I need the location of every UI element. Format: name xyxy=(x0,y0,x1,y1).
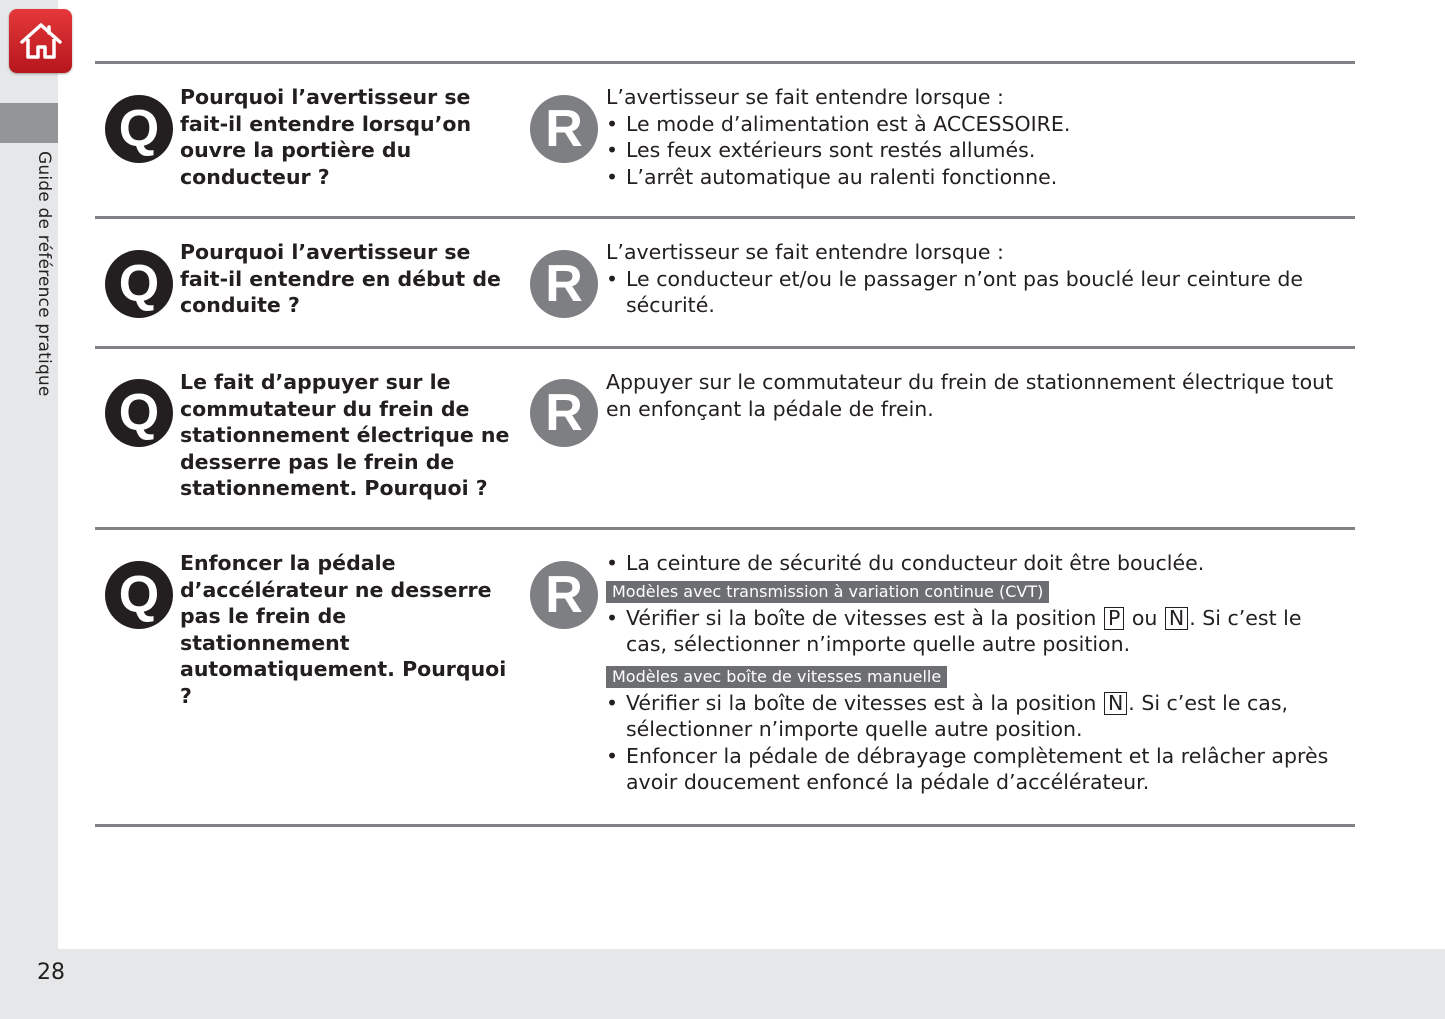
answer-bullet: • La ceinture de sécurité du conducteur doit être bouclée. xyxy=(606,550,1341,577)
answer-bullet xyxy=(606,605,1341,658)
bullet-text: Vérifier si la boîte de vitesses est à la position xyxy=(626,690,1103,715)
gear-key-p: P xyxy=(1104,607,1124,630)
answer-text: Appuyer sur le commutateur du frein de stationnement électrique tout en enfonçant la pédale de frein. xyxy=(606,370,1334,421)
home-button[interactable] xyxy=(9,9,72,73)
question-badge: Q xyxy=(105,561,173,629)
answer-bullet: • Le mode d’alimentation est à ACCESSOIRE. xyxy=(606,111,1341,138)
answer-bullet: • L’arrêt automatique au ralenti fonctionne. xyxy=(606,164,1341,191)
model-tag-manual: Modèles avec boîte de vitesses manuelle xyxy=(606,666,947,688)
gear-key-n: N xyxy=(1104,692,1127,715)
footer-bar xyxy=(0,949,1445,1019)
question-badge: Q xyxy=(105,95,173,163)
question-text: Enfoncer la pédale d’accélérateur ne desserre pas le frein de stationnement automatiquement. Pourquoi ? xyxy=(180,551,507,708)
bullet-text: . Si c’est le cas, sélectionner n’importe quelle autre position. xyxy=(626,605,1302,656)
model-tag-cvt: Modèles avec transmission à variation continue (CVT) xyxy=(606,581,1049,603)
divider-line xyxy=(95,346,1355,349)
answer-bullet: • Les feux extérieurs sont restés allumés. xyxy=(606,137,1341,164)
answer-badge: R xyxy=(530,250,598,318)
page-number: 28 xyxy=(37,960,65,985)
question-text: Pourquoi l’avertisseur se fait-il entendre lorsqu’on ouvre la portière du conducteur ? xyxy=(180,85,472,189)
divider-line xyxy=(95,216,1355,219)
answer-block xyxy=(606,239,1341,319)
answer-badge: R xyxy=(530,561,598,629)
question-text: Le fait d’appuyer sur le commutateur du frein de stationnement électrique ne desserre pas le frein de stationnement. Pourquoi ? xyxy=(180,370,510,500)
divider-line xyxy=(95,824,1355,827)
divider-line xyxy=(95,527,1355,530)
answer-intro: L’avertisseur se fait entendre lorsque : xyxy=(606,85,1004,109)
question-badge: Q xyxy=(105,250,173,318)
answer-block xyxy=(606,369,1341,422)
divider-line xyxy=(95,61,1355,64)
answer-badge: R xyxy=(530,379,598,447)
answer-badge: R xyxy=(530,95,598,163)
home-icon xyxy=(18,21,64,61)
section-label: Guide de référence pratique xyxy=(34,151,54,397)
bullet-text: . Si c’est le cas, sélectionner n’importe quelle autre position. xyxy=(626,690,1289,741)
answer-bullet: • Le conducteur et/ou le passager n’ont pas bouclé leur ceinture de sécurité. xyxy=(606,266,1341,319)
gear-key-n: N xyxy=(1165,607,1188,630)
answer-bullet: • Enfoncer la pédale de débrayage complètement et la relâcher après avoir doucement enfoncé la pédale d’accélérateur. xyxy=(606,743,1341,796)
bullet-text: ou xyxy=(1125,605,1164,630)
question-text: Pourquoi l’avertisseur se fait-il entendre en début de conduite ? xyxy=(180,240,501,317)
section-tab-marker xyxy=(0,103,58,143)
answer-block xyxy=(606,84,1341,190)
answer-bullet xyxy=(606,690,1341,743)
answer-block xyxy=(606,550,1341,796)
bullet-text: Vérifier si la boîte de vitesses est à la position xyxy=(626,605,1103,630)
answer-intro: L’avertisseur se fait entendre lorsque : xyxy=(606,240,1004,264)
question-badge: Q xyxy=(105,379,173,447)
